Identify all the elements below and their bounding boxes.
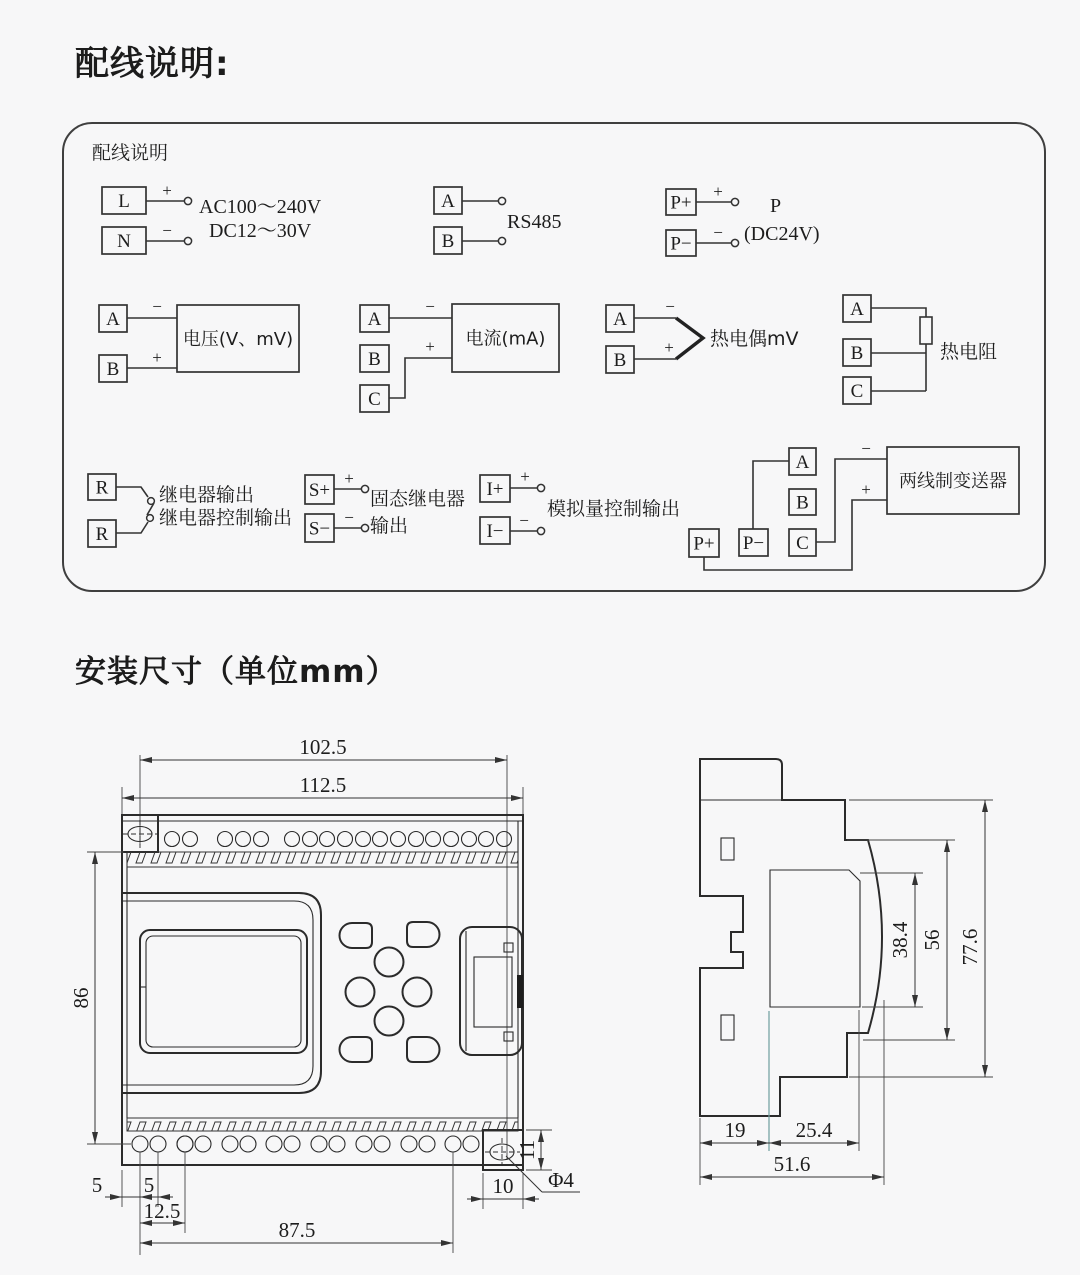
wire-end-dot — [361, 524, 368, 531]
terminal-C-label: C — [796, 533, 809, 555]
terminal-N-label: N — [117, 231, 131, 253]
minus-sign: − — [152, 297, 162, 316]
wire — [753, 461, 789, 529]
terminal-Splus-label: S+ — [308, 480, 331, 502]
dim-77-6: 77.6 — [958, 928, 982, 966]
dim-bottom-5b — [140, 1173, 173, 1197]
dc24-label: (DC24V) — [744, 223, 820, 245]
connector-slot — [517, 975, 523, 1008]
panel-groove — [122, 893, 321, 1093]
dim-51-6: 51.6 — [773, 1152, 811, 1176]
analog-output-label: 模拟量控制输出 — [547, 498, 681, 520]
plus-sign: + — [861, 480, 871, 499]
side-vent-slot-bottom — [721, 1015, 734, 1040]
thermocouple-label: 热电偶mV — [710, 328, 799, 350]
front-view-drawing — [69, 715, 587, 1275]
wire-end-dot — [498, 197, 505, 204]
dim-5-left: 5 — [91, 1173, 103, 1197]
transmitter-label: 两线制变送器 — [899, 470, 1007, 492]
dim-10: 10 — [492, 1174, 514, 1198]
voltage-source-label: 电压(V、mV) — [182, 328, 294, 350]
minus-sign: − — [344, 508, 354, 527]
wire-end-dot — [537, 484, 544, 491]
wire-end-dot — [361, 485, 368, 492]
rtd-wiring — [843, 295, 997, 404]
plus-sign: + — [520, 467, 530, 486]
wiring-diagram — [64, 124, 1040, 586]
lcd-display — [140, 930, 307, 1053]
wire — [389, 358, 452, 398]
dim-side-38-4 — [860, 873, 923, 1007]
dim-19: 19 — [724, 1118, 746, 1142]
terminal-B-label: B — [613, 350, 627, 372]
key-bottom-right — [407, 1037, 440, 1062]
dim-12-5: 12.5 — [143, 1199, 181, 1223]
plus-sign: + — [713, 182, 723, 201]
plus-sign: + — [344, 469, 354, 488]
key-top-right — [407, 922, 440, 947]
terminal-R1-label: R — [95, 477, 109, 499]
dim-hole-spacing-width — [140, 735, 507, 1160]
dim-5-right: 5 — [143, 1173, 155, 1197]
plus-sign: + — [162, 181, 172, 200]
dim-overall-width — [122, 773, 523, 815]
top-terminal-holes — [165, 832, 512, 847]
terminal-Pminus-label: P− — [742, 533, 765, 555]
terminal-B-label: B — [106, 359, 120, 381]
terminal-Iminus-label: I− — [486, 521, 504, 543]
wire — [871, 308, 926, 317]
terminal-B-label: B — [441, 231, 455, 253]
analog-output-wiring — [480, 467, 680, 544]
minus-sign: − — [713, 223, 723, 242]
terminal-Iplus-label: I+ — [486, 479, 504, 501]
wiring-panel — [62, 122, 1046, 592]
terminal-A-label: A — [850, 299, 864, 321]
terminal-A-label: A — [795, 452, 810, 474]
thermocouple-wiring — [606, 297, 799, 373]
terminal-Sminus-label: S− — [308, 518, 331, 540]
rs485-wiring — [434, 187, 561, 254]
side-display-window — [770, 870, 860, 1007]
side-connector — [460, 927, 523, 1055]
minus-sign: − — [425, 297, 435, 316]
power-input-wiring — [102, 181, 322, 254]
key-right — [403, 978, 432, 1007]
plus-sign: + — [425, 337, 435, 356]
device-side-profile — [700, 759, 882, 1116]
dim-102-5: 102.5 — [299, 735, 347, 759]
terminal-A-label: A — [106, 309, 120, 331]
ssr-output-label-line1: 固态继电器 — [370, 488, 466, 510]
terminal-Pplus-label: P+ — [670, 192, 692, 214]
page-title: 配线说明: — [75, 44, 230, 84]
dim-bottom-87-5 — [140, 1152, 453, 1253]
wire — [116, 522, 148, 533]
wire-end-dot — [537, 527, 544, 534]
terminal-A-label: A — [613, 309, 627, 331]
terminal-C-label: C — [850, 381, 864, 403]
terminal-C-label: C — [368, 389, 381, 411]
key-bottom-left — [340, 1037, 373, 1062]
dim-56: 56 — [920, 929, 944, 951]
key-left — [346, 978, 375, 1007]
wire-end-dot — [731, 198, 738, 205]
vent-strip-bottom — [127, 1118, 518, 1131]
terminal-B-label: B — [368, 349, 381, 371]
wiring-panel-title: 配线说明 — [92, 142, 169, 164]
voltage-input-wiring — [99, 297, 299, 382]
terminal-Pminus-label: P− — [670, 233, 692, 255]
relay-output-label: 继电器输出 — [159, 484, 255, 506]
key-down — [375, 1007, 404, 1036]
power-output-wiring — [666, 182, 820, 256]
relay-control-output-label: 继电器控制输出 — [159, 507, 293, 529]
keypad — [340, 922, 440, 1062]
ssr-output-wiring — [305, 469, 465, 542]
wire-end-dot — [184, 237, 191, 244]
terminal-Pplus-label: P+ — [693, 533, 715, 555]
terminal-B-label: B — [850, 343, 864, 365]
rs485-label: RS485 — [507, 211, 562, 233]
wire-end-dot — [731, 239, 738, 246]
current-input-wiring — [360, 297, 559, 412]
plus-sign: + — [664, 338, 674, 357]
minus-sign: − — [162, 221, 172, 240]
minus-sign: − — [665, 297, 675, 316]
wire-end-dot — [184, 197, 191, 204]
terminal-A-label: A — [367, 309, 382, 331]
dim-87-5: 87.5 — [278, 1218, 316, 1242]
dim-hole-phi4 — [506, 1156, 580, 1192]
dim-phi4: Φ4 — [548, 1168, 574, 1192]
wire-end-dot — [498, 237, 505, 244]
dim-38-4: 38.4 — [888, 921, 912, 959]
transmitter-wiring — [689, 439, 1019, 570]
dim-side-25-4 — [769, 1010, 859, 1151]
relay-output-wiring — [88, 474, 292, 547]
ssr-output-label-line2: 输出 — [370, 515, 409, 537]
dim-86: 86 — [69, 987, 93, 1009]
dim-112-5: 112.5 — [299, 773, 347, 797]
dim-25-4: 25.4 — [795, 1118, 833, 1142]
terminal-A-label: A — [441, 191, 455, 213]
rtd-resistor — [920, 317, 932, 344]
contact-dot — [147, 515, 154, 522]
minus-sign: − — [861, 439, 871, 458]
side-vent-slot-top — [721, 838, 734, 860]
wire — [116, 487, 148, 497]
vent-strip-top — [127, 852, 518, 867]
terminal-L-label: L — [118, 191, 130, 213]
terminal-B-label: B — [796, 492, 809, 514]
p-label: P — [770, 195, 782, 217]
rtd-label: 热电阻 — [940, 341, 998, 363]
dim-11: 11 — [515, 1139, 539, 1161]
supply-ac-label: AC100～240V — [199, 196, 322, 218]
side-view-drawing — [655, 725, 1055, 1225]
thermocouple-junction — [676, 318, 703, 359]
terminal-R2-label: R — [95, 524, 109, 546]
key-up — [375, 948, 404, 977]
key-top-left — [340, 923, 373, 948]
dim-side-51-6 — [700, 1000, 884, 1185]
supply-dc-label: DC12～30V — [209, 220, 312, 242]
current-source-label: 电流(mA) — [465, 328, 546, 350]
bottom-terminal-holes — [132, 1136, 479, 1152]
install-title: 安装尺寸（单位mm） — [75, 654, 398, 690]
plus-sign: + — [152, 348, 162, 367]
minus-sign: − — [519, 511, 529, 530]
